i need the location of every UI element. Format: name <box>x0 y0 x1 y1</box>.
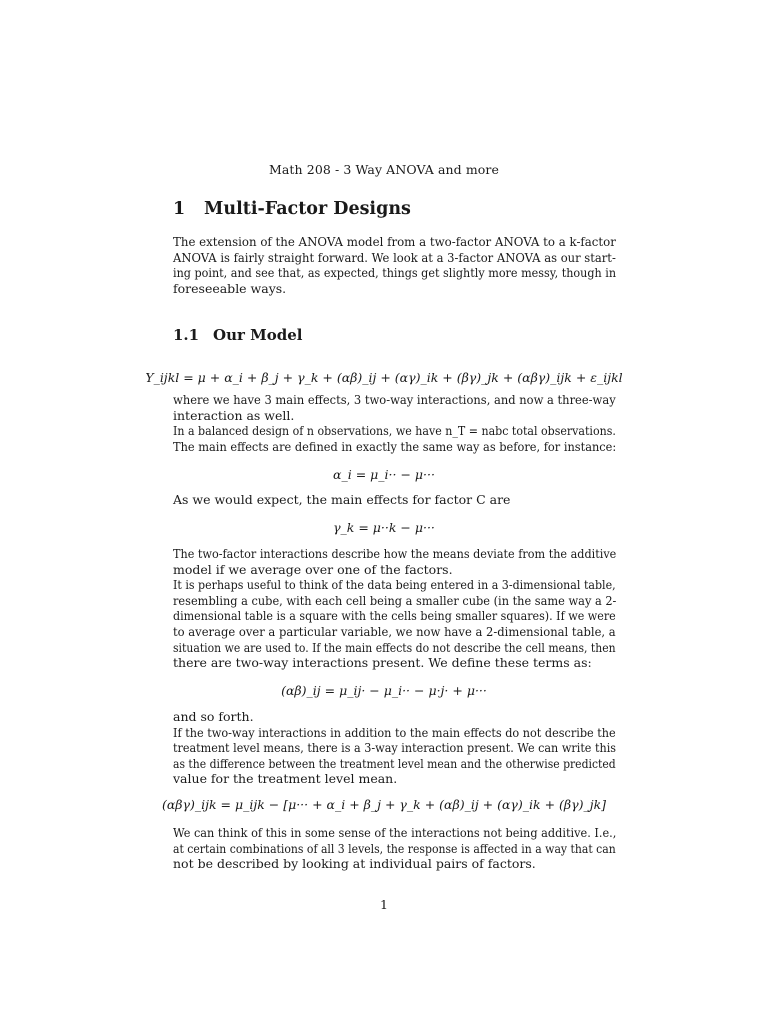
two-factor-paragraph <box>173 546 616 671</box>
text-line: We can think of this in some sense of the interactions not being additive. I.e., <box>173 825 617 840</box>
forth-paragraph <box>173 709 616 787</box>
text-line: The main effects are defined in exactly the same way as before, for instance: <box>173 438 617 454</box>
text-line: as the difference between the treatment level mean and the otherwise predicted <box>173 755 616 771</box>
gamma-equation: γ_k = μ··k − μ··· <box>333 520 435 535</box>
model-equation: Y_ijkl = μ + α_i + β_j + γ_k + (αβ)_ij + (αγ)_ik + (βγ)_jk + (αβγ)_ijk + ε_ijkl <box>145 370 623 385</box>
alphabetagamma-equation: (αβγ)_ijk = μ_ijk − [μ··· + α_i + β_j + γ_k + (αβ)_ij + (αγ)_ik + (βγ)_jk] <box>161 797 607 812</box>
alphabeta-equation: (αβ)_ij = μ_ij· − μ_i·· − μ·j· + μ··· <box>281 683 487 698</box>
page-header: Math 208 - 3 Way ANOVA and more <box>268 162 499 177</box>
text-line: to average over a particular variable, we now have a 2-dimensional table, a <box>173 623 616 639</box>
subsection-number: 1.1 <box>173 326 200 344</box>
text-line: interaction as well. <box>173 407 295 423</box>
text-line: The two-factor interactions describe how the means deviate from the additive <box>173 546 617 561</box>
final-paragraph <box>173 825 616 872</box>
text-line: situation we are used to. If the main effects do not describe the cell means, then <box>173 639 616 655</box>
expect-paragraph <box>173 492 616 508</box>
text-line: As we would expect, the main effects for factor C are <box>173 492 511 507</box>
subsection-heading <box>173 326 302 344</box>
section-title: Multi-Factor Designs <box>204 199 411 219</box>
intro-paragraph <box>173 234 616 296</box>
text-line: treatment level means, there is a 3-way interaction present. We can write this <box>173 740 617 756</box>
text-line: If the two-way interactions in addition to the main effects do not describe the <box>173 724 616 740</box>
text-line: model if we average over one of the factors. <box>173 561 453 577</box>
subsection-title: Our Model <box>213 326 303 344</box>
section-number: 1 <box>173 199 186 219</box>
text-line: It is perhaps useful to think of the data being entered in a 3-dimensional table, <box>173 577 616 593</box>
text-line: dimensional table is a square with the cells being smaller squares). If we were <box>173 608 616 624</box>
text-line: foreseeable ways. <box>173 280 287 296</box>
text-line: ANOVA is fairly straight forward. We look at a 3-factor ANOVA as our start- <box>173 249 616 265</box>
section-heading <box>173 199 411 219</box>
text-line: The extension of the ANOVA model from a two-factor ANOVA to a k-factor <box>173 234 616 249</box>
alpha-equation: α_i = μ_i·· − μ··· <box>333 467 435 482</box>
text-line: at certain combinations of all 3 levels, the response is affected in a way that can <box>173 840 616 856</box>
model-paragraph <box>173 392 616 454</box>
text-line: ing point, and see that, as expected, things get slightly more messy, though in <box>173 265 617 281</box>
text-line: and so forth. <box>173 709 254 724</box>
text-line: there are two-way interactions present. We define these terms as: <box>173 655 592 671</box>
page-number: 1 <box>380 897 388 912</box>
text-line: resembling a cube, with each cell being a smaller cube (in the same way a 2- <box>173 592 617 608</box>
text-line: where we have 3 main effects, 3 two-way interactions, and now a three-way <box>173 392 616 407</box>
text-line: not be described by looking at individual pairs of factors. <box>173 856 536 872</box>
text-line: value for the treatment level mean. <box>173 771 398 787</box>
text-line: In a balanced design of n observations, we have n_T = nabc total observations. <box>173 423 616 439</box>
